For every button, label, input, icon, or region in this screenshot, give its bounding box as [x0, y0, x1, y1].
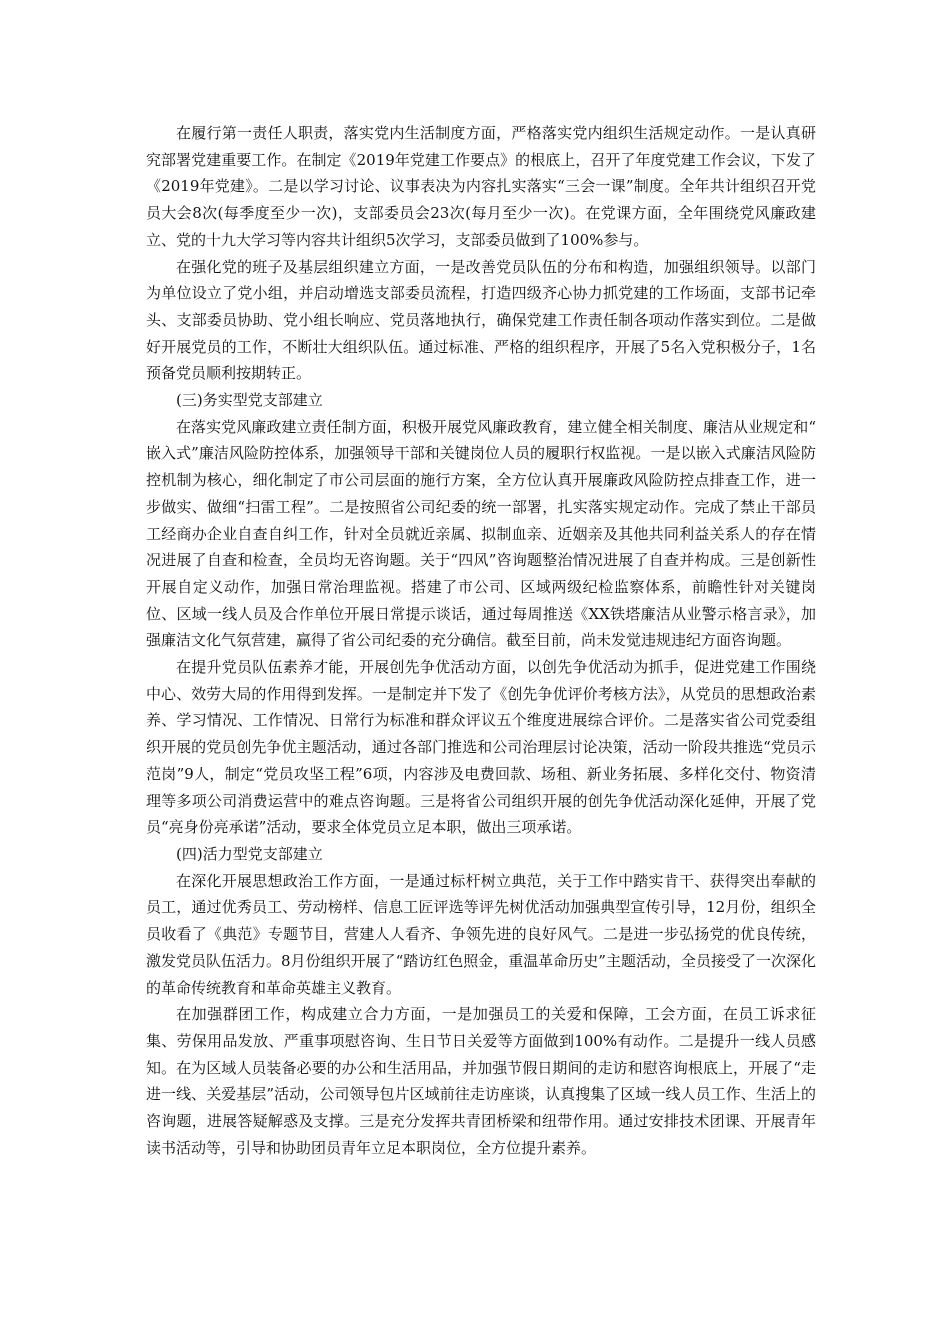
paragraph-clean-governance: 在落实党风廉政建立责任制方面，积极开展党风廉政教育，建立健全相关制度、廉洁从业规定和“ 嵌入式”廉洁风险防控体系，加强领导干部和关键岗位人员的履职行权监视。一是以嵌入式廉洁风险防控机制为核心，细化制定了市公司层面的施行方案，全方位认真开展廉政风险防控点排查工作，进一步做实、做细“扫雷工程”。二是按照省公司纪委的统一部署，扎实落实规定动作。完成了禁止干部员工经商办企业自查自纠工作，针对全员就近亲属、拟制血亲、近姻亲及其他共同利益关系人的存在情况进展了自查和检查，全员均无咨询题。关于“四风”咨询题整治情况进展了自查并构成。三是创新性开展自定义动作，加强日常治理监视。搭建了市公司、区域两级纪检监察体系，前瞻性针对关键岗位、区域一线人员及合作单位开展日常提示谈话，通过每周推送《XX铁塔廉洁从业警示格言录》，加强廉洁文化气氛营建，赢得了省公司纪委的充分确信。截至目前，尚未发觉违规违纪方面咨询题。 [146, 417, 816, 650]
paragraph-excellence-activities: 在提升党员队伍素养才能，开展创先争优活动方面，以创先争优活动为抓手，促进党建工作围绕中心、效劳大局的作用得到发挥。一是制定并下发了《创先争优评价考核方法》，从党员的思想政治素养、学习情况、工作情况、日常行为标准和群众评议五个维度进展综合评价。二是落实省公司党委组织开展的党员创先争优主题活动，通过各部门推选和公司治理层讨论决策，活动一阶段共推选“党员示范岗”9人，制定“党员攻坚工程”6项，内容涉及电费回款、场租、新业务拓展、多样化交付、物资清理等多项公司消费运营中的难点咨询题。三是将省公司组织开展的创先争优活动深化延伸，开展了党员“亮身份亮承诺”活动，要求全体党员立足本职，做出三项承诺。 [146, 658, 816, 837]
document-body [146, 120, 816, 1161]
section-heading-practical-branch: (三)务实型党支部建立 [176, 391, 323, 410]
paragraph-grassroots-organization: 在强化党的班子及基层组织建立方面，一是改善党员队伍的分布和构造，加强组织领导。以部门为单位设立了党小组，并启动增选支部委员流程，打造四级齐心协力抓党建的工作场面，支部书记牵头、支部委员协助、党小组长响应、党员落地执行，确保党建工作责任制各项动作落实到位。二是做好开展党员的工作，不断壮大组织队伍。通过标准、严格的组织程序，开展了5名入党积极分子，1名预备党员顺利按期转正。 [146, 257, 816, 383]
section-heading-vital-branch: (四)活力型党支部建立 [176, 844, 323, 863]
paragraph-mass-organization: 在加强群团工作，构成建立合力方面，一是加强员工的关爱和保障，工会方面，在员工诉求征集、劳保用品发放、严重事项慰咨询、生日节日关爱等方面做到100%有动作。二是提升一线人员感知。在为区域人员装备必要的办公和生活用品，并加强节假日期间的走访和慰咨询根底上，开展了“走进一线、关爱基层”活动，公司领导包片区域前往走访座谈，认真搜集了区域一线人员工作、生活上的咨询题，进展答疑解惑及支撑。三是充分发挥共青团桥梁和纽带作用。通过安排技术团课、开展青年读书活动等，引导和协助团员青年立足本职岗位，全方位提升素养。 [146, 1005, 816, 1157]
paragraph-party-life-system: 在履行第一责任人职责，落实党内生活制度方面，严格落实党内组织生活规定动作。一是认真研究部署党建重要工作。在制定《2019年党建工作要点》的根底上，召开了年度党建工作会议，下发了《2019年党建》。二是以学习讨论、议事表决为内容扎实落实“三会一课”制度。全年共计组织召开党员大会8次(每季度至少一次)，支部委员会23次(每月至少一次)。在党课方面，全年围绕党风廉政建立、党的十九大学习等内容共计组织5次学习，支部委员做到了100%参与。 [146, 124, 816, 249]
paragraph-ideological-work: 在深化开展思想政治工作方面，一是通过标杆树立典范，关于工作中踏实肯干、获得突出奉献的员工，通过优秀员工、劳动榜样、信息工匠评选等评先树优活动加强典型宣传引导，12月份，组织全员收看了《典范》专题节目，营建人人看齐、争领先进的良好风气。二是进一步弘扬党的优良传统，激发党员队伍活力。8月份组织开展了“踏访红色照金，重温革命历史”主题活动，全员接受了一次深化的革命传统教育和革命英雄主义教育。 [146, 871, 816, 997]
